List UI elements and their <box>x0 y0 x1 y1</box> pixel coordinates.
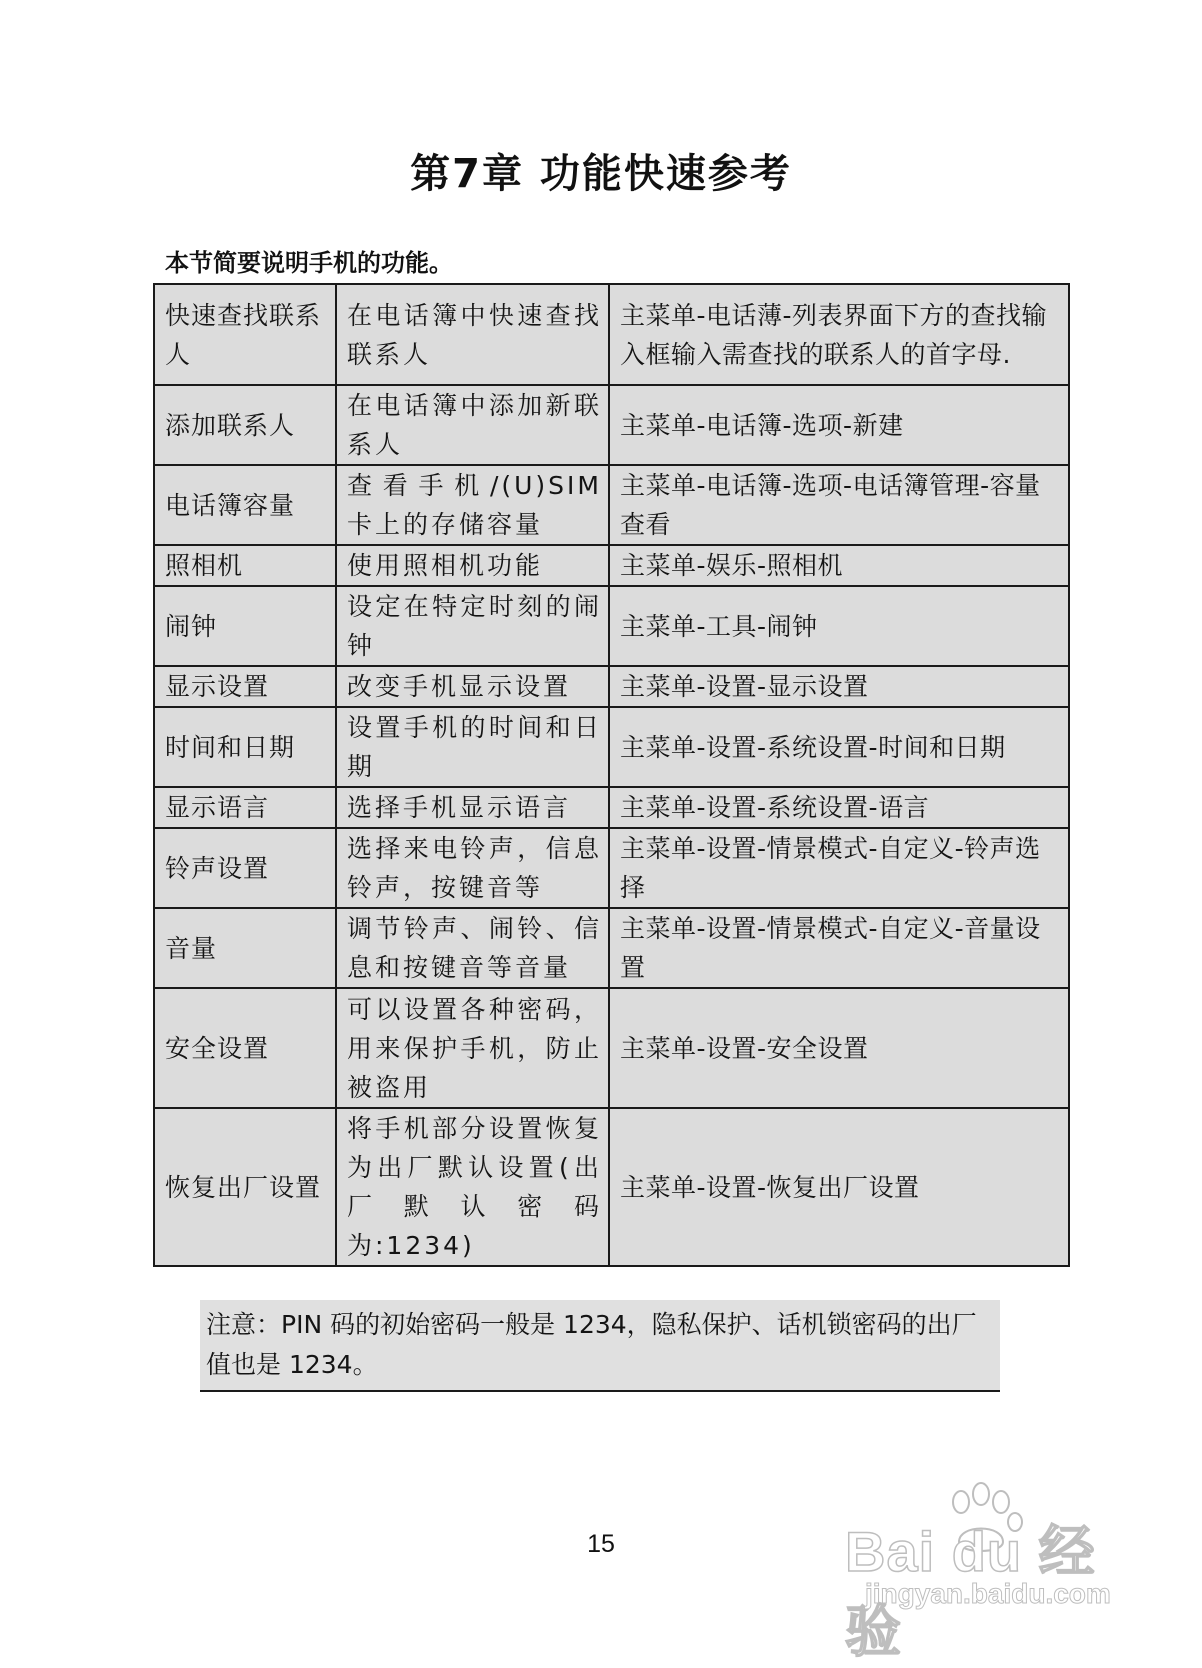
page-number: 15 <box>587 1530 615 1558</box>
feature-cell: 时间和日期 <box>154 707 336 787</box>
watermark-url: jingyan.baidu.com <box>865 1578 1111 1609</box>
description-cell: 调节铃声、闹铃、信息和按键音等音量 <box>336 908 609 988</box>
table-row <box>154 666 1069 707</box>
table-row <box>154 908 1069 988</box>
description-cell: 使用照相机功能 <box>336 545 609 586</box>
menu-path-cell: 主菜单-设置-情景模式-自定义-音量设置 <box>609 908 1069 988</box>
table-row <box>154 385 1069 465</box>
feature-cell: 恢复出厂设置 <box>154 1108 336 1266</box>
menu-path-cell: 主菜单-设置-显示设置 <box>609 666 1069 707</box>
menu-path-cell: 主菜单-电话簿-选项-新建 <box>609 385 1069 465</box>
baidu-jingyan-watermark <box>845 1480 1135 1663</box>
feature-cell: 音量 <box>154 908 336 988</box>
description-cell: 设定在特定时刻的闹钟 <box>336 586 609 666</box>
menu-path-cell: 主菜单-设置-系统设置-时间和日期 <box>609 707 1069 787</box>
table-row <box>154 1108 1069 1266</box>
feature-cell: 显示语言 <box>154 787 336 828</box>
description-cell: 查看手机/(U)SIM 卡上的存储容量 <box>336 465 609 545</box>
table-row <box>154 828 1069 908</box>
menu-path-cell: 主菜单-设置-系统设置-语言 <box>609 787 1069 828</box>
description-cell: 选择手机显示语言 <box>336 787 609 828</box>
menu-path-cell: 主菜单-电话薄-列表界面下方的查找输入框输入需查找的联系人的首字母. <box>609 284 1069 385</box>
feature-cell: 闹钟 <box>154 586 336 666</box>
feature-cell: 照相机 <box>154 545 336 586</box>
table-row <box>154 787 1069 828</box>
description-cell: 可以设置各种密码，用来保护手机，防止被盗用 <box>336 988 609 1108</box>
menu-path-cell: 主菜单-设置-恢复出厂设置 <box>609 1108 1069 1266</box>
function-reference-table <box>153 283 1070 1267</box>
menu-path-cell: 主菜单-娱乐-照相机 <box>609 545 1069 586</box>
table-row <box>154 586 1069 666</box>
feature-cell: 添加联系人 <box>154 385 336 465</box>
table-row <box>154 707 1069 787</box>
section-intro: 本节简要说明手机的功能。 <box>165 249 453 277</box>
table-row <box>154 988 1069 1108</box>
description-cell: 在电话簿中快速查找联系人 <box>336 284 609 385</box>
table-row <box>154 284 1069 385</box>
feature-cell: 电话簿容量 <box>154 465 336 545</box>
note-box: 注意：PIN 码的初始密码一般是 1234，隐私保护、话机锁密码的出厂值也是 1234。 <box>200 1300 1000 1392</box>
description-cell: 改变手机显示设置 <box>336 666 609 707</box>
feature-cell: 快速查找联系人 <box>154 284 336 385</box>
menu-path-cell: 主菜单-设置-情景模式-自定义-铃声选择 <box>609 828 1069 908</box>
feature-cell: 显示设置 <box>154 666 336 707</box>
menu-path-cell: 主菜单-工具-闹钟 <box>609 586 1069 666</box>
watermark-brand: Bai du 经验 <box>845 1520 1096 1663</box>
description-cell: 将手机部分设置恢复为出厂默认设置(出厂默认密码为:1234) <box>336 1108 609 1266</box>
page-title: 第7章 功能快速参考 <box>410 151 792 197</box>
feature-cell: 安全设置 <box>154 988 336 1108</box>
feature-cell: 铃声设置 <box>154 828 336 908</box>
table-row <box>154 545 1069 586</box>
description-cell: 选择来电铃声，信息铃声，按键音等 <box>336 828 609 908</box>
menu-path-cell: 主菜单-设置-安全设置 <box>609 988 1069 1108</box>
description-cell: 设置手机的时间和日期 <box>336 707 609 787</box>
table-row <box>154 465 1069 545</box>
menu-path-cell: 主菜单-电话簿-选项-电话簿管理-容量查看 <box>609 465 1069 545</box>
description-cell: 在电话簿中添加新联系人 <box>336 385 609 465</box>
